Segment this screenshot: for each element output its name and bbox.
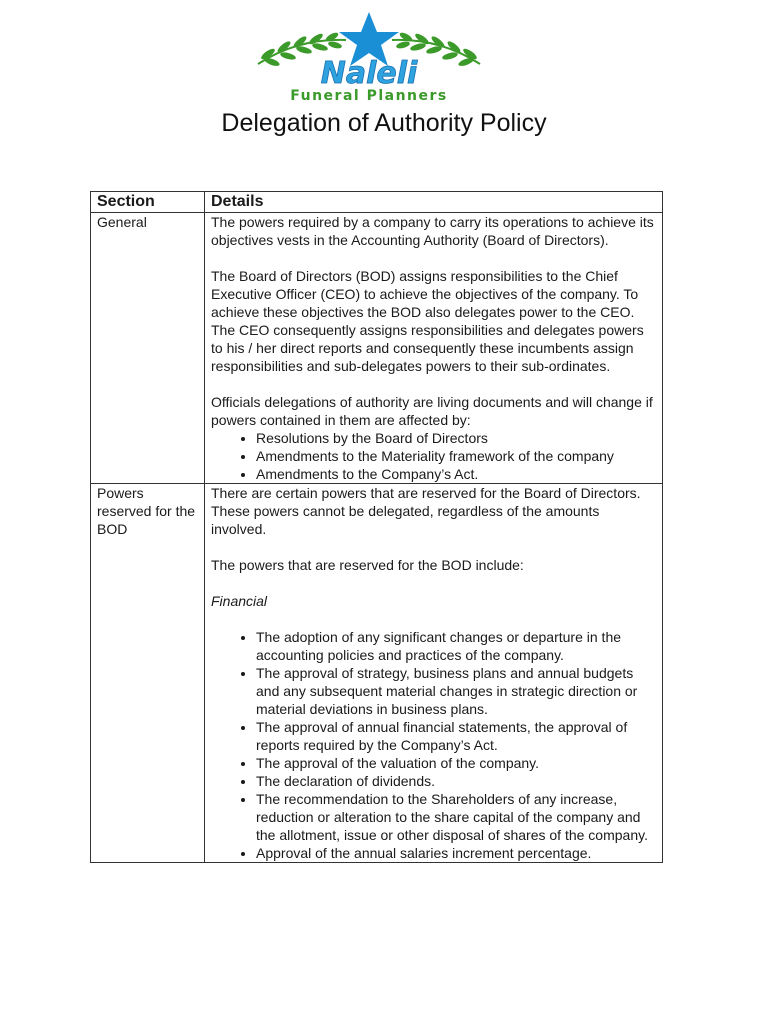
bod-paragraph-2: The powers that are reserved for the BOD include: <box>211 557 524 573</box>
list-item: • Resolutions by the Board of Directors <box>256 429 657 447</box>
general-paragraph-1: The powers required by a company to carry its operations to achieve its objectives vests in the Accounting Authority (Board of Directors). <box>211 214 654 248</box>
list-item: • The approval of the valuation of the company. <box>256 754 657 772</box>
bod-paragraph-1: There are certain powers that are reserved for the Board of Directors. These powers cannot be delegated, regardless of the amounts involved. <box>211 485 641 537</box>
list-item: • The approval of strategy, business plans and annual budgets and any subsequent material changes in strategic direction or material deviations in business plans. <box>256 664 657 718</box>
list-item: • The approval of annual financial statements, the approval of reports required by the Company’s Act. <box>256 718 657 754</box>
list-item: • Approval of the annual salaries increment percentage. <box>256 844 657 862</box>
column-header-details: Details <box>205 192 663 213</box>
naleli-logo-graphic <box>238 8 500 104</box>
column-header-section: Section <box>91 192 205 213</box>
policy-table <box>90 191 663 863</box>
list-item: • Amendments to the Company’s Act. <box>256 465 657 483</box>
document-title: Delegation of Authority Policy <box>221 109 547 137</box>
general-bullet-list <box>211 429 657 483</box>
list-item: • Amendments to the Materiality framework of the company <box>256 447 657 465</box>
table-row-bod <box>91 484 663 863</box>
section-cell-general: General <box>91 213 205 484</box>
list-item: • The adoption of any significant changes or departure in the accounting policies and practices of the company. <box>256 628 657 664</box>
general-paragraph-3: Officials delegations of authority are living documents and will change if powers contained in them are affected by: <box>211 394 653 428</box>
company-logo <box>238 8 500 104</box>
financial-subheading: Financial <box>211 593 268 609</box>
details-cell-general <box>205 213 663 484</box>
bod-bullet-list <box>211 628 657 862</box>
general-paragraph-2: The Board of Directors (BOD) assigns responsibilities to the Chief Executive Officer (CEO) to achieve the objectives of the company. To achieve these objectives the BOD also delegates power to the CEO. The CEO consequently assigns responsibilities and delegates powers to his / her direct reports and consequently these incumbents assign responsibilities and sub-delegates powers to their sub-ordinates. <box>211 268 644 374</box>
section-cell-bod: Powers reserved for the BOD <box>91 484 205 863</box>
brand-wordmark: Naleli <box>320 56 418 91</box>
table-row-general <box>91 213 663 484</box>
brand-tagline: Funeral Planners <box>290 88 448 104</box>
list-item: • The recommendation to the Shareholders of any increase, reduction or alteration to the share capital of the company and the allotment, issue or other disposal of shares of the company. <box>256 790 657 844</box>
details-cell-bod <box>205 484 663 863</box>
list-item: • The declaration of dividends. <box>256 772 657 790</box>
table-header-row <box>91 192 663 213</box>
